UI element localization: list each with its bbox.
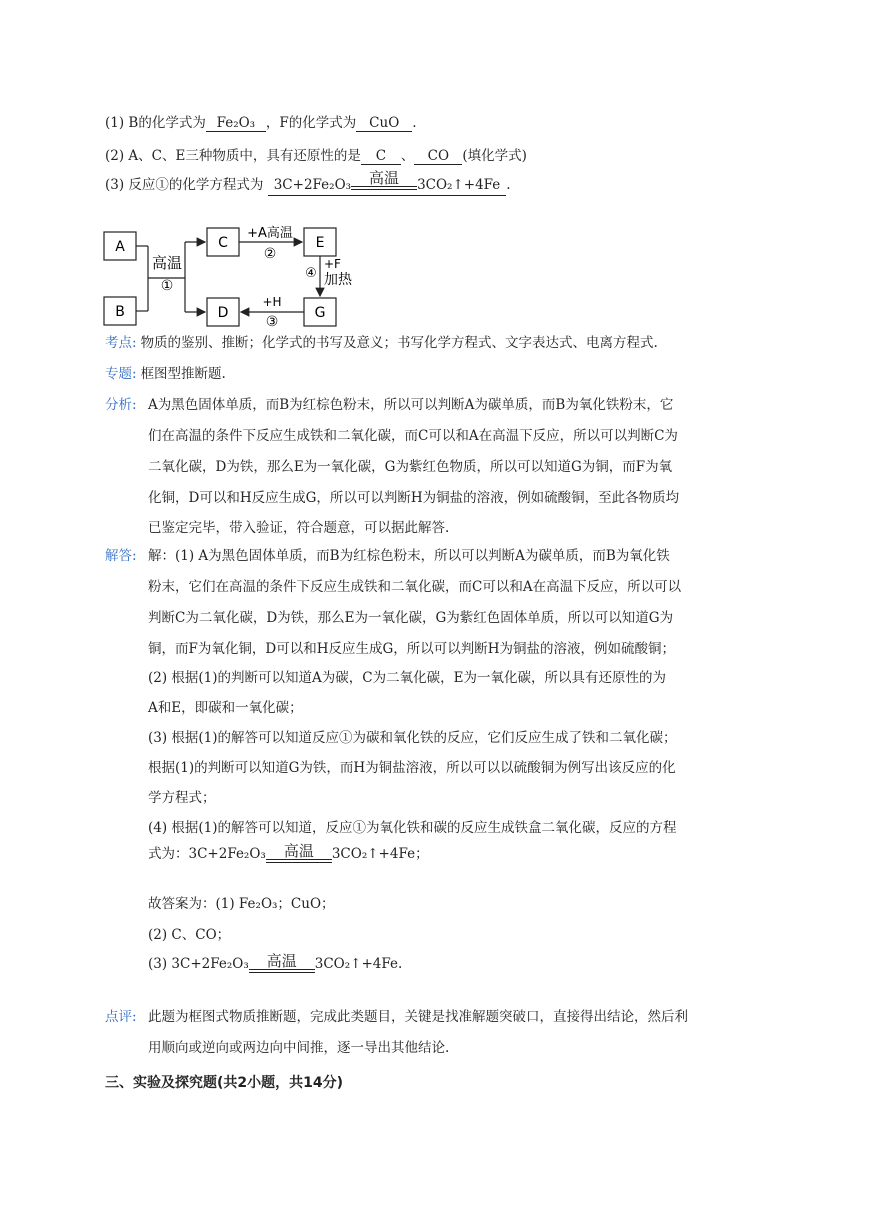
zhuanti-label: 专题:: [105, 366, 137, 382]
kaodian-label: 考点:: [105, 335, 137, 351]
answer-summary-1: 故答案为：(1) Fe₂O₃；CuO；: [148, 896, 335, 912]
reaction-condition: 高温: [351, 170, 417, 195]
section-heading: 三、实验及探究题(共2小题，共14分): [105, 1075, 344, 1091]
box-d-label: D: [217, 305, 229, 321]
jieda-line: A和E，即碳和一氧化碳；: [148, 700, 303, 716]
answer-summary-2: (2) C、CO；: [148, 927, 231, 943]
question-1: (1) B的化学式为 Fe₂O₃ ，F的化学式为 CuO .: [105, 115, 417, 131]
jieda-line: 粉末，它们在高温的条件下反应生成铁和二氧化碳，而C可以和A在高温下反应，所以可以: [148, 579, 682, 595]
fenxi-label: 分析:: [105, 397, 137, 413]
jieda-line: (2) 根据(1)的判断可以知道A为碳，C为二氧化碳，E为一氧化碳，所以具有还原性的为: [148, 670, 666, 686]
dianping-line: 此题为框图式物质推断题，完成此类题目，关键是找准解题突破口，直接得出结论，然后利: [148, 1009, 688, 1025]
zhuanti-text: 框图型推断题.: [140, 366, 226, 382]
jieda-line: 根据(1)的判断可以知道G为铁，而H为铜盐溶液，所以可以以硫酸铜为例写出该反应的化: [148, 760, 676, 776]
jieda-line: 铜，而F为氧化铜，D可以和H反应生成G，所以可以判断H为铜盐的溶液，例如硫酸铜；: [148, 641, 676, 657]
equation-line: 式为：3C+2Fe₂O₃ 高温 3CO₂↑+4Fe；: [148, 840, 429, 868]
jieda-line: 学方程式；: [148, 790, 216, 806]
answer-b-formula: Fe₂O₃: [206, 115, 266, 132]
kaodian-text: 物质的鉴别、推断；化学式的书写及意义；书写化学方程式、文字表达式、电离方程式.: [140, 335, 658, 351]
answer-f-formula: CuO: [356, 115, 412, 132]
reaction-2-number: ②: [263, 246, 277, 262]
box-b-label: B: [115, 304, 125, 320]
answer-reducer-2: CO: [414, 148, 462, 165]
reaction-3-reagent: +H: [262, 295, 282, 309]
reaction-4-condition: 加热: [324, 272, 352, 288]
fenxi-line: 二氧化碳，D为铁，那么E为一氧化碳，G为紫红色物质，所以可以知道G为铜，而F为氧: [148, 459, 673, 475]
question-2: (2) A、C、E三种物质中，具有还原性的是 C 、 CO (填化学式): [105, 148, 527, 164]
fenxi-line: 们在高温的条件下反应生成铁和二氧化碳，而C可以和A在高温下反应，所以可以判断C为: [148, 428, 678, 444]
dianping-label: 点评:: [105, 1009, 137, 1025]
fenxi-line: 化铜，D可以和H反应生成G，所以可以判断H为铜盐的溶液，例如硫酸铜，至此各物质均: [148, 490, 680, 506]
jieda-line: (3) 根据(1)的解答可以知道反应①为碳和氧化铁的反应，它们反应生成了铁和二氧化碳；: [148, 730, 677, 746]
jieda-label: 解答:: [105, 548, 137, 564]
zhuanti-row: [105, 364, 226, 384]
answer-summary-3: (3) 3C+2Fe₂O₃ 高温 3CO₂↑+4Fe.: [148, 950, 402, 978]
reaction-1-condition: 高温: [151, 254, 183, 272]
fenxi-line: A为黑色固体单质，而B为红棕色粉末，所以可以判断A为碳单质，而B为氧化铁粉末，它: [148, 397, 674, 413]
jieda-line: 判断C为二氧化碳，D为铁，那么E为一氧化碳，G为紫红色固体单质，所以可以知道G为: [148, 610, 674, 626]
answer-reducer-1: C: [361, 148, 401, 165]
reaction-4-number: ④: [305, 266, 317, 281]
fenxi-line: 已鉴定完毕，带入验证，符合题意，可以据此解答.: [148, 520, 450, 536]
box-e-label: E: [315, 235, 325, 251]
reaction-condition: 高温: [266, 843, 332, 868]
dianping-label-row: [105, 1007, 137, 1027]
box-a-label: A: [115, 239, 125, 255]
reaction-4-reagent: +F: [324, 257, 341, 271]
jieda-line: (4) 根据(1)的解答可以知道，反应①为氧化铁和碳的反应生成铁盒二氧化碳，反应的方程: [148, 820, 677, 836]
jieda-line: 解：(1) A为黑色固体单质，而B为红棕色粉末，所以可以判断A为碳单质，而B为氧化铁: [148, 548, 670, 564]
reaction-flow-diagram: [100, 222, 370, 332]
kaodian-row: [105, 333, 658, 353]
jieda-label-row: [105, 546, 137, 566]
question-3: (3) 反应①的化学方程式为 3C+2Fe₂O₃ 高温 3CO₂↑+4Fe .: [105, 170, 511, 199]
reaction-1-number: ①: [160, 278, 174, 294]
reaction-2-condition: +A高温: [247, 226, 293, 241]
dianping-line: 用顺向或逆向或两边向中间推，逐一导出其他结论.: [148, 1040, 450, 1056]
answer-equation: 3C+2Fe₂O₃ 高温 3CO₂↑+4Fe: [268, 170, 507, 196]
fenxi-label-row: [105, 395, 137, 415]
reaction-3-number: ③: [265, 314, 279, 330]
box-g-label: G: [314, 305, 326, 321]
reaction-condition: 高温: [249, 953, 315, 978]
box-c-label: C: [218, 235, 228, 251]
